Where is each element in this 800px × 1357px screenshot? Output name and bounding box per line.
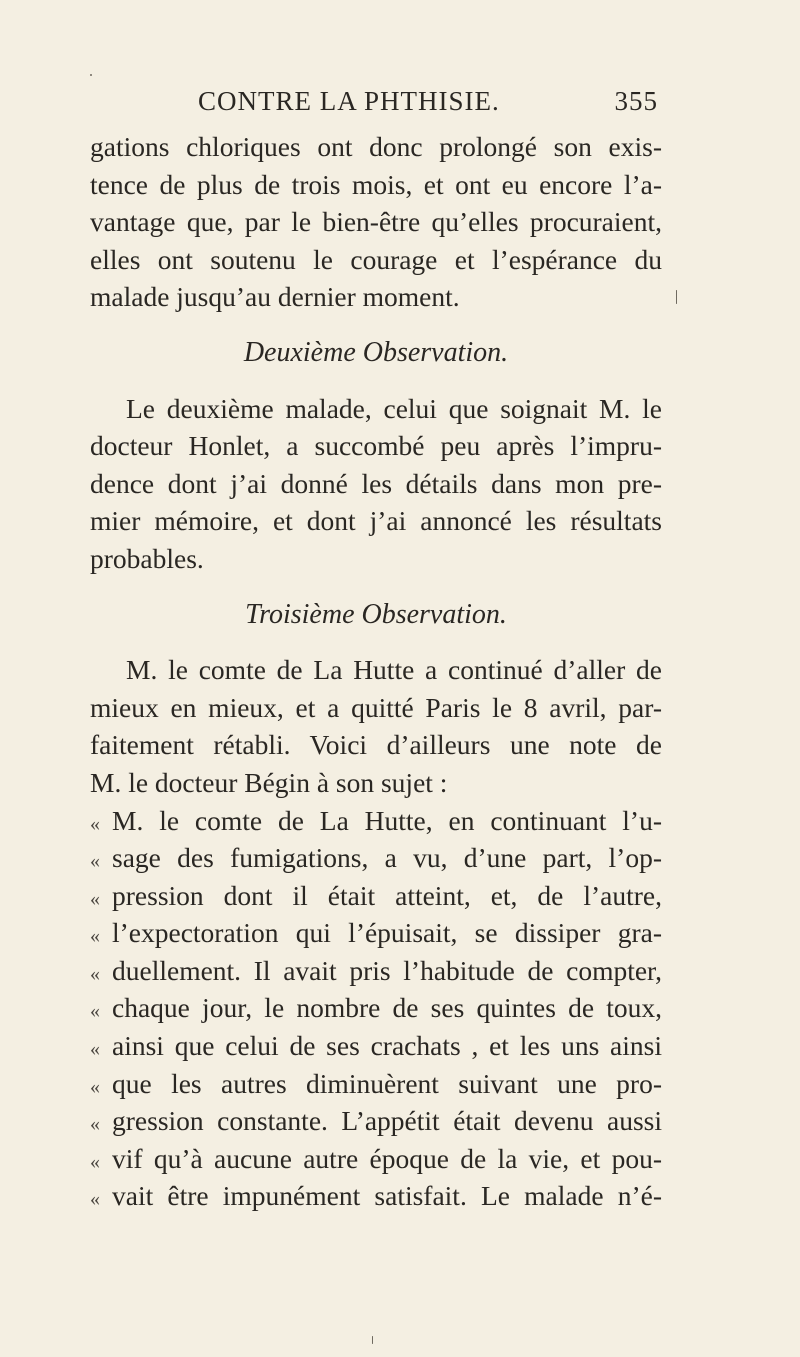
quote-mark: «: [90, 850, 100, 873]
quote-line-text: que les autres diminuèrent suivant une pro-: [112, 1067, 662, 1099]
quote-line: [90, 1140, 662, 1178]
running-head: [198, 86, 658, 126]
quote-line: [90, 802, 662, 840]
text-line: malade jusqu’au dernier moment.: [90, 281, 460, 313]
text-line: tence de plus de trois mois, et ont eu encore l’a-: [90, 168, 662, 200]
quote-mark: «: [90, 1188, 100, 1211]
section-heading-deuxieme: Deuxième Observation.: [243, 336, 509, 368]
text-line: gations chloriques ont donc prolongé son exis-: [90, 131, 662, 162]
page-number: 355: [614, 86, 658, 116]
quote-line-text: duellement. Il avait pris l’habitude de compter,: [112, 954, 662, 986]
quote-line-text: pression dont il était atteint, et, de l’autre,: [112, 879, 662, 911]
text-line: vantage que, par le bien-être qu’elles procuraient,: [90, 206, 662, 238]
quote-mark: «: [90, 812, 100, 835]
text-line: elles ont soutenu le courage et l’espérance du: [90, 243, 662, 275]
text-line: probables.: [90, 542, 204, 574]
quote-mark: «: [90, 962, 100, 985]
quote-line: [90, 1027, 662, 1065]
running-head-title: CONTRE LA PHTHISIE.: [198, 86, 500, 116]
quote-mark: «: [90, 1113, 100, 1136]
paper-speck: [372, 1336, 373, 1344]
quote-mark: «: [90, 1038, 100, 1061]
text-line: Le deuxième malade, celui que soignait M. le: [126, 392, 662, 424]
text-line: dence dont j’ai donné les détails dans mon pre-: [90, 467, 662, 499]
quote-line-text: M. le comte de La Hutte, en continuant l’u-: [112, 804, 662, 836]
section-heading-troisieme: Troisième Observation.: [245, 598, 507, 630]
quote-line-text: vif qu’à aucune autre époque de la vie, et pou-: [112, 1142, 662, 1174]
paragraph-3: [90, 651, 662, 801]
quote-line: [90, 877, 662, 915]
quote-mark: «: [90, 887, 100, 910]
text-line: mieux en mieux, et a quitté Paris le 8 avril, par-: [90, 691, 662, 723]
quote-line: [90, 839, 662, 877]
quotation-block: [90, 802, 662, 1216]
quote-mark: «: [90, 1150, 100, 1173]
text-line: mier mémoire, et dont j’ai annoncé les résultats: [90, 505, 662, 537]
quote-line: [90, 914, 662, 952]
body-text: [90, 128, 662, 1215]
text-line: faitement rétabli. Voici d’ailleurs une note de: [90, 729, 662, 761]
text-line: docteur Honlet, a succombé peu après l’impru-: [90, 430, 662, 462]
quote-mark: «: [90, 925, 100, 948]
quote-line-text: l’expectoration qui l’épuisait, se dissiper gra-: [112, 917, 662, 949]
quote-line-text: vait être impunément satisfait. Le malade n’é-: [112, 1180, 662, 1212]
paragraph-1: [90, 128, 662, 316]
quote-line-text: sage des fumigations, a vu, d’une part, l’op-: [112, 842, 662, 874]
quote-line: [90, 1102, 662, 1140]
paper-speck: [90, 74, 92, 76]
quote-line: [90, 1177, 662, 1215]
quote-line: [90, 989, 662, 1027]
text-line: M. le comte de La Hutte a continué d’aller de: [126, 654, 662, 686]
quote-line: [90, 952, 662, 990]
paragraph-2: [90, 390, 662, 578]
quote-line: [90, 1065, 662, 1103]
quote-mark: «: [90, 1000, 100, 1023]
text-line: M. le docteur Bégin à son sujet :: [90, 766, 448, 798]
paper-speck: [676, 290, 677, 304]
quote-line-text: ainsi que celui de ses crachats , et les uns ainsi: [112, 1030, 662, 1062]
quote-line-text: chaque jour, le nombre de ses quintes de toux,: [112, 992, 662, 1024]
quote-line-text: gression constante. L’appétit était devenu aussi: [112, 1105, 662, 1137]
quote-mark: «: [90, 1075, 100, 1098]
